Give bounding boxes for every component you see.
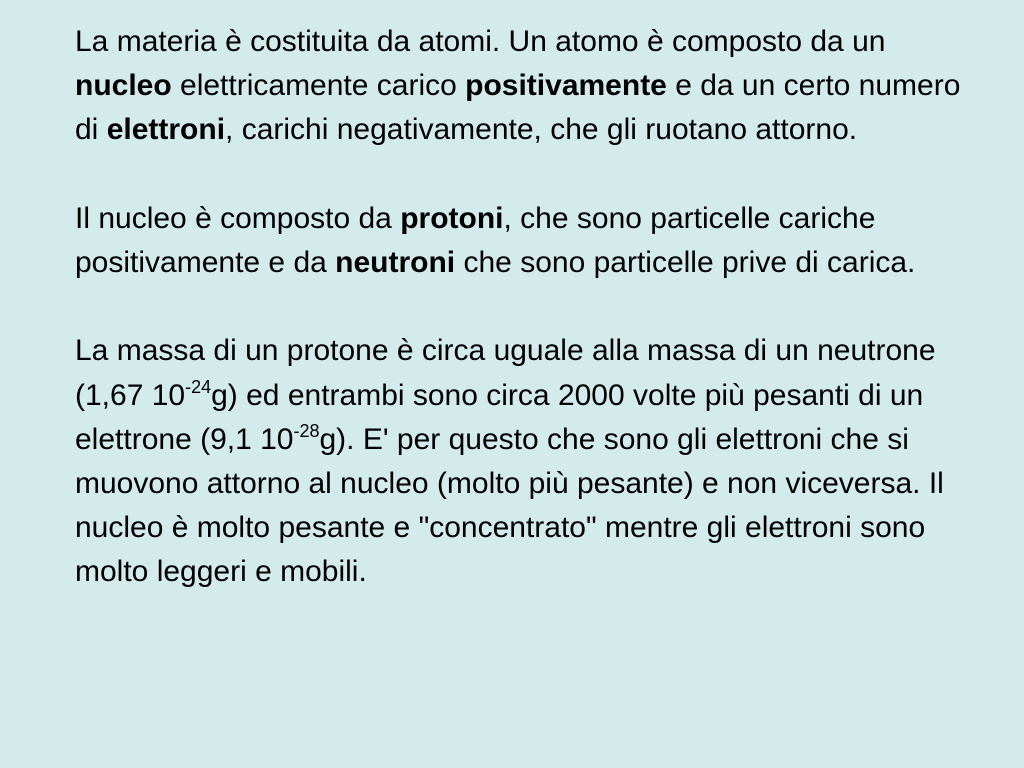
text-segment: Il nucleo è composto da: [75, 201, 401, 235]
text-segment: e da un certo numero di: [75, 69, 961, 147]
paragraph-mass-comparison: [75, 329, 975, 594]
text-segment: La materia è costituita da atomi. Un atomo è composto da un: [75, 25, 886, 58]
text-segment: g) ed entrambi sono circa 2000 volte più pesanti di un elettrone (9,1 10: [75, 378, 924, 456]
paragraph-nucleus-composition: [75, 197, 975, 285]
exponent-electron-mass: -28: [293, 420, 320, 441]
text-segment: che sono particelle prive di carica.: [455, 246, 916, 279]
text-segment: elettricamente carico: [171, 69, 466, 103]
text-segment: La massa di un protone è circa uguale alla massa di un neutrone (1,67 10: [75, 334, 936, 412]
term-neutroni: neutroni: [335, 246, 456, 279]
text-segment: , carichi negativamente, che gli ruotano attorno.: [225, 113, 858, 147]
exponent-neutron-mass: -24: [185, 376, 212, 397]
term-protoni: protoni: [400, 201, 504, 235]
term-elettroni: elettroni: [106, 113, 226, 147]
text-segment: , che sono particelle cariche positivamente e da: [75, 201, 876, 279]
term-nucleo: nucleo: [75, 69, 172, 103]
slide-text: [75, 20, 975, 595]
paragraph-atom-structure: [75, 20, 975, 153]
text-segment: g). E' per questo che sono gli elettroni che si muovono attorno al nucleo (molto più pesante) e non viceversa. Il nucleo è molto pesante e "concentrato" mentre gli elettroni sono molto leggeri e mobili.: [75, 422, 944, 589]
term-positivamente: positivamente: [465, 69, 667, 103]
